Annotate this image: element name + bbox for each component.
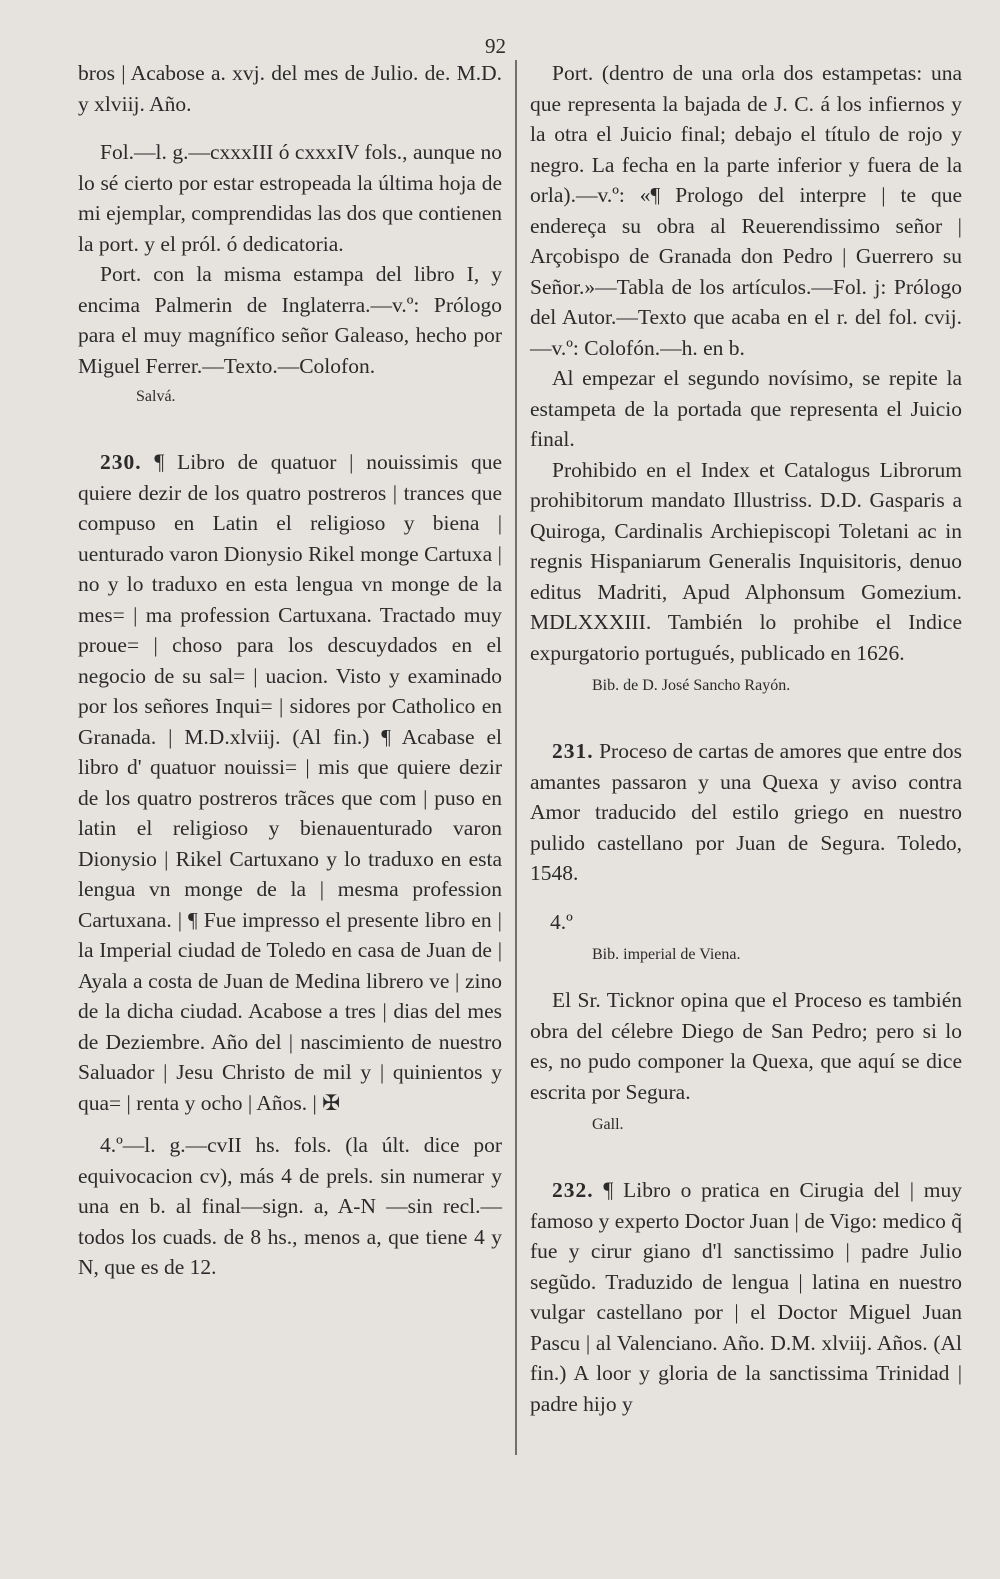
source-sancho-rayon: Bib. de D. José Sancho Rayón. [592, 677, 791, 694]
source-gall: Gall. [592, 1116, 624, 1133]
entry-230-description: 4.º—l. g.—cvII hs. fols. (la últ. dice por equivocacion cv), más 4 de prels. sin numerar y una en b. al final—sign. a, A-N —sin recl.—todos los cuads. de 8 hs., menos a, que tiene 4 y N, que es de 12. [78, 1133, 502, 1279]
left-paragraph-2: Fol.—l. g.—cxxxIII ó cxxxIV fols., aunque no lo sé cierto por estar estropeada la última hoja de mi ejemplar, comprendidas las dos que contienen la port. y el pról. ó dedicatoria. [78, 140, 502, 256]
entry-231-format: 4.º [550, 909, 573, 934]
entry-231-title: Proceso de cartas de amores que entre dos amantes passaron y una Quexa y aviso contra Amor traducido del estilo griego en nuestro pulido castellano por Juan de Segura. Toledo, 1548. [530, 739, 962, 885]
right-paragraph-3: Prohibido en el Index et Catalogus Librorum prohibitorum mandato Illustriss. D.D. Gasparis a Quiroga, Cardinalis Archiepiscopi Toletani ac in regnis Hispaniarum Generalis Inquisitoris, denuo editus Madriti, Apud Alphonsum Gomezium. MDLXXXIII. También lo prohibe el Indice expurgatorio portugués, publicado en 1626. [530, 457, 962, 665]
left-column [78, 58, 502, 1283]
entry-230-number: 230. [100, 450, 142, 474]
entry-232-title: Libro o pratica en Cirugia del | muy famoso y experto Doctor Juan | de Vigo: medico q̃ fue y cirur giano d'l sanctissimo | padre Julio segũdo. Traduzido de lengua | latina en nuestro vulgar castellano por | el Doctor Miguel Juan Pascu | al Valenciano. Año. D.M. xlviij. Años. (Al fin.) A loor y gloria de la sanctissima Trinidad | padre hijo y [530, 1178, 963, 1416]
entry-231-number: 231. [552, 739, 594, 763]
pilcrow-icon: ¶ [154, 449, 165, 474]
entry-232-number: 232. [552, 1178, 594, 1202]
right-paragraph-1: Port. (dentro de una orla dos estampetas: una que representa la bajada de J. C. á los infiernos y la otra el Juicio final; debajo el título de rojo y negro. La fecha en la parte inferior y fuera de la orla).—v.º: «¶ Prologo del interpre | te que endereça su obra al Reuerendissimo señor | Arçobispo de Granada don Pedro | Guerrero su Señor.»—Tabla de los artículos.—Fol. j: Prólogo del Autor.—Texto que acaba en el r. del fol. cvij.—v.º: Colofón.—h. en b. [530, 61, 962, 360]
entry-232 [530, 1175, 962, 1419]
page-number: 92 [485, 34, 506, 58]
right-paragraph-4: El Sr. Ticknor opina que el Proceso es también obra del célebre Diego de San Pedro; pero si lo es, no pudo componer la Quexa, que aquí se dice escrita por Segura. [530, 988, 962, 1104]
right-column [530, 58, 962, 1419]
pilcrow-icon: ¶ [603, 1177, 614, 1202]
entry-231 [530, 736, 962, 889]
left-paragraph-1: bros | Acabose a. xvj. del mes de Julio. de. M.D. y xlviij. Año. [78, 61, 502, 116]
source-salva: Salvá. [136, 388, 176, 405]
source-viena: Bib. imperial de Viena. [592, 946, 741, 963]
left-paragraph-3: Port. con la misma estampa del libro I, y encima Palmerin de Inglaterra.—v.º: Prólogo para el muy magnífico señor Galeaso, hecho por Miguel Ferrer.—Texto.—Colofon. [78, 262, 502, 378]
entry-230-title: Libro de quatuor | nouissimis que quiere dezir de los quatro postreros | trances que compuso en Latin el religioso y biena | uenturado varon Dionysio Rikel monge Cartuxa | no y lo traduxo en esta lengua vn monge de la mes= | ma profession Cartuxana. Tractado muy proue= | choso para los descuydados en el negocio de su sal= | uacion. Visto y examinado por los señores Inqui= | sidores por Catholico en Granada. | M.D.xlviij. (Al fin.) ¶ Acabase el libro d' quatuor nouissi= | mis que quiere dezir de los quatro postreros trãces que com | puso en latin el religioso y bienauenturado varon Dionysio | Rikel Cartuxano y lo traduxo en esta lengua vn monge de la | mesma profession Cartuxana. | ¶ Fue impresso el presente libro en | la Imperial ciudad de Toledo en casa de Juan de | Ayala a costa de Juan de Medina librero ve | zino de la dicha ciudad. Acabose a tres | dias del mes de Deziembre. Año del | nascimiento de nuestro Saluador | Jesu Christo de mil y | quinientos y qua= | renta y ocho | Años. | ✠ [78, 450, 503, 1115]
entry-230 [78, 447, 502, 1118]
right-paragraph-2: Al empezar el segundo novísimo, se repite la estampeta de la portada que representa el Juicio final. [530, 366, 962, 451]
column-divider [515, 60, 517, 1455]
